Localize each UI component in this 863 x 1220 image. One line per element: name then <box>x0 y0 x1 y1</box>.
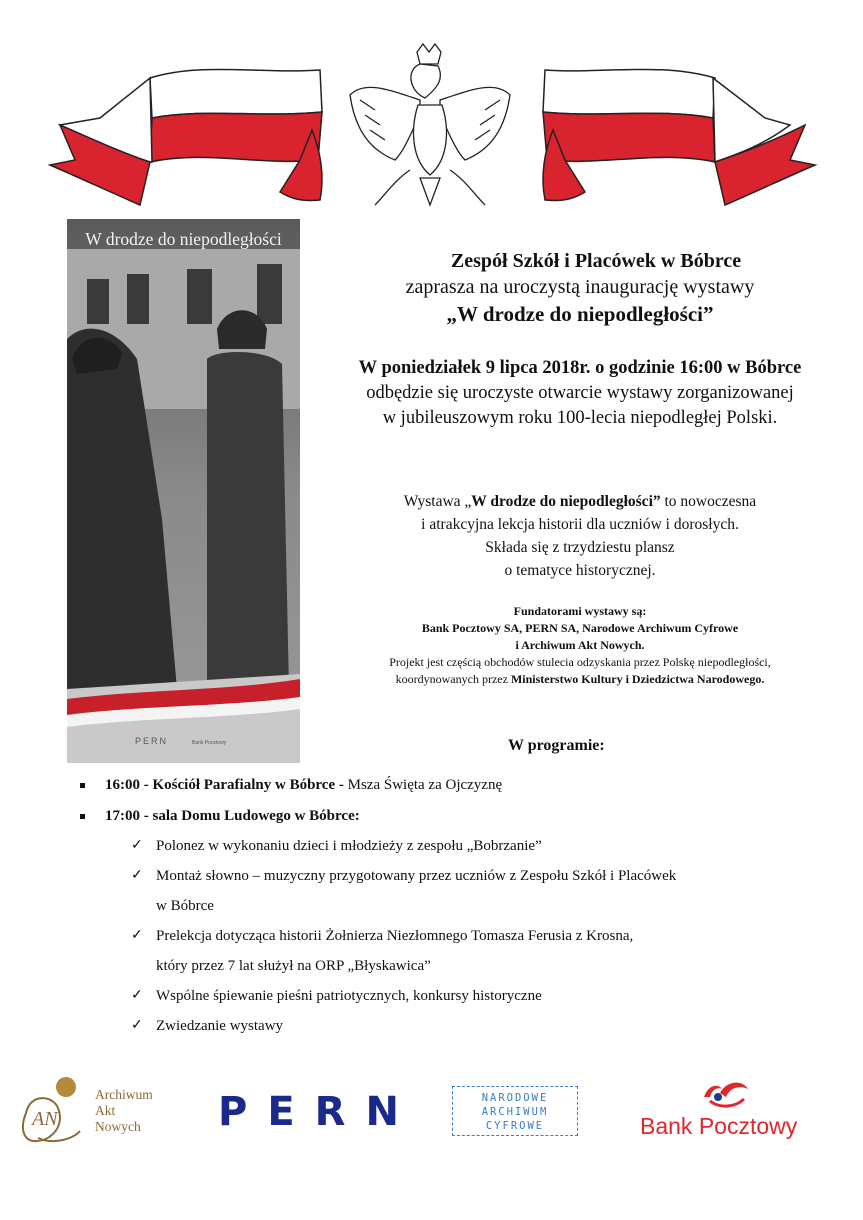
svg-text:AN: AN <box>32 1108 58 1130</box>
pern-logo: PERN <box>218 1089 419 1135</box>
program-item <box>105 806 360 826</box>
coordination-line <box>300 671 860 688</box>
school-name: Zespół Szkół i Placówek w Bóbrce <box>450 250 742 272</box>
bank-pocztowy-logo <box>640 1075 810 1145</box>
invitation-block <box>310 248 850 431</box>
description-line-3: Składa się z trzydziestu plansz <box>485 539 675 556</box>
opening-line-1: odbędzie się uroczyste otwarcie wystawy zorganizowanej <box>366 383 794 403</box>
program-item-text: Msza Święta za Ojczyznę <box>343 777 503 793</box>
poster-footer-bank: Bank Pocztowy <box>192 740 227 746</box>
checkmark-icon: ✓ <box>131 868 143 883</box>
nac-line-3: CYFROWE <box>485 1120 545 1132</box>
opening-line-2: w jubileuszowym roku 100-lecia niepodległej Polski. <box>382 408 778 428</box>
left-flag-icon <box>50 69 322 205</box>
coordination-pre: koordynowanych przez <box>395 672 511 686</box>
aan-line-1: Archiwum <box>95 1087 153 1102</box>
program-item-time: 17:00 - sala Domu Ludowego w Bóbrce: <box>105 808 360 824</box>
subitem-text: Zwiedzanie wystawy <box>156 1018 284 1034</box>
subitem-text: w Bóbrce <box>156 898 214 914</box>
description-line-1 <box>310 490 850 513</box>
exhibition-title: „W drodze do niepodległości” <box>446 302 714 326</box>
sponsors-line-2: i Archiwum Akt Nowych. <box>515 638 645 652</box>
right-flag-icon <box>543 69 815 205</box>
poster-title: W drodze do niepodległości <box>85 229 282 249</box>
description-bold: W drodze do niepodległości” <box>471 493 661 510</box>
header-emblem-art <box>0 0 863 215</box>
program-subitem <box>131 866 677 886</box>
program-subitem-continuation <box>156 956 431 976</box>
description-pre: Wystawa „ <box>403 493 472 510</box>
subitem-text: Prelekcja dotycząca historii Żołnierza Niezłomnego Tomasza Ferusia z Krosna, <box>156 928 634 944</box>
nac-logo <box>452 1086 578 1136</box>
subitem-text: Wspólne śpiewanie pieśni patriotycznych, konkursy historyczne <box>156 988 542 1004</box>
program-subitem-continuation <box>156 896 214 916</box>
bullet-square-icon <box>80 814 85 819</box>
program-subitem <box>131 926 634 946</box>
bullet-square-icon <box>80 783 85 788</box>
date-line: W poniedziałek 9 lipca 2018r. o godzinie 16:00 w Bóbrce <box>358 358 802 378</box>
bank-pocztowy-emblem-icon <box>690 1075 760 1109</box>
project-line: Projekt jest częścią obchodów stulecia odzyskania przez Polskę niepodległości, <box>389 655 771 669</box>
aan-line-2: Akt <box>95 1103 116 1118</box>
program-subitem <box>131 986 542 1006</box>
nac-line-1: NARODOWE <box>481 1092 549 1104</box>
nac-line-2: ARCHIWUM <box>481 1106 549 1118</box>
sponsors-heading: Fundatorami wystawy są: <box>513 604 647 618</box>
description-block <box>310 490 850 582</box>
exhibition-poster-image <box>67 219 300 763</box>
checkmark-icon: ✓ <box>131 838 143 853</box>
sponsors-line-1: Bank Pocztowy SA, PERN SA, Narodowe Archiwum Cyfrowe <box>421 621 739 635</box>
aan-logo <box>18 1073 178 1153</box>
program-subitem <box>131 836 542 856</box>
description-line-2: i atrakcyjna lekcja historii dla uczniów i dorosłych. <box>421 516 739 533</box>
bank-pocztowy-name: Bank Pocztowy <box>640 1113 798 1139</box>
invite-line: zaprasza na uroczystą inaugurację wystawy <box>405 276 755 298</box>
program-item-time: 16:00 - Kościół Parafialny w Bóbrce - <box>105 777 344 793</box>
subitem-text: który przez 7 lat służył na ORP „Błyskawica” <box>156 958 431 974</box>
checkmark-icon: ✓ <box>131 1018 143 1033</box>
checkmark-icon: ✓ <box>131 928 143 943</box>
program-subitem <box>131 1016 284 1036</box>
subitem-text: Polonez w wykonaniu dzieci i młodzieży z zespołu „Bobrzanie” <box>156 838 542 854</box>
program-item <box>105 775 502 795</box>
poster-photo <box>67 219 300 763</box>
aan-line-3: Nowych <box>95 1119 141 1134</box>
description-post: to nowoczesna <box>660 493 757 510</box>
checkmark-icon: ✓ <box>131 988 143 1003</box>
sponsors-block <box>300 603 860 688</box>
program-heading: W programie: <box>508 737 605 754</box>
ministry-name: Ministerstwo Kultury i Dziedzictwa Narodowego. <box>510 672 765 686</box>
white-eagle-icon <box>350 44 510 205</box>
subitem-text: Montaż słowno – muzyczny przygotowany przez uczniów z Zespołu Szkół i Placówek <box>156 868 677 884</box>
aan-emblem-icon <box>18 1073 88 1151</box>
poster-footer-pern: PERN <box>135 736 169 746</box>
description-line-4: o tematyce historycznej. <box>504 562 656 579</box>
